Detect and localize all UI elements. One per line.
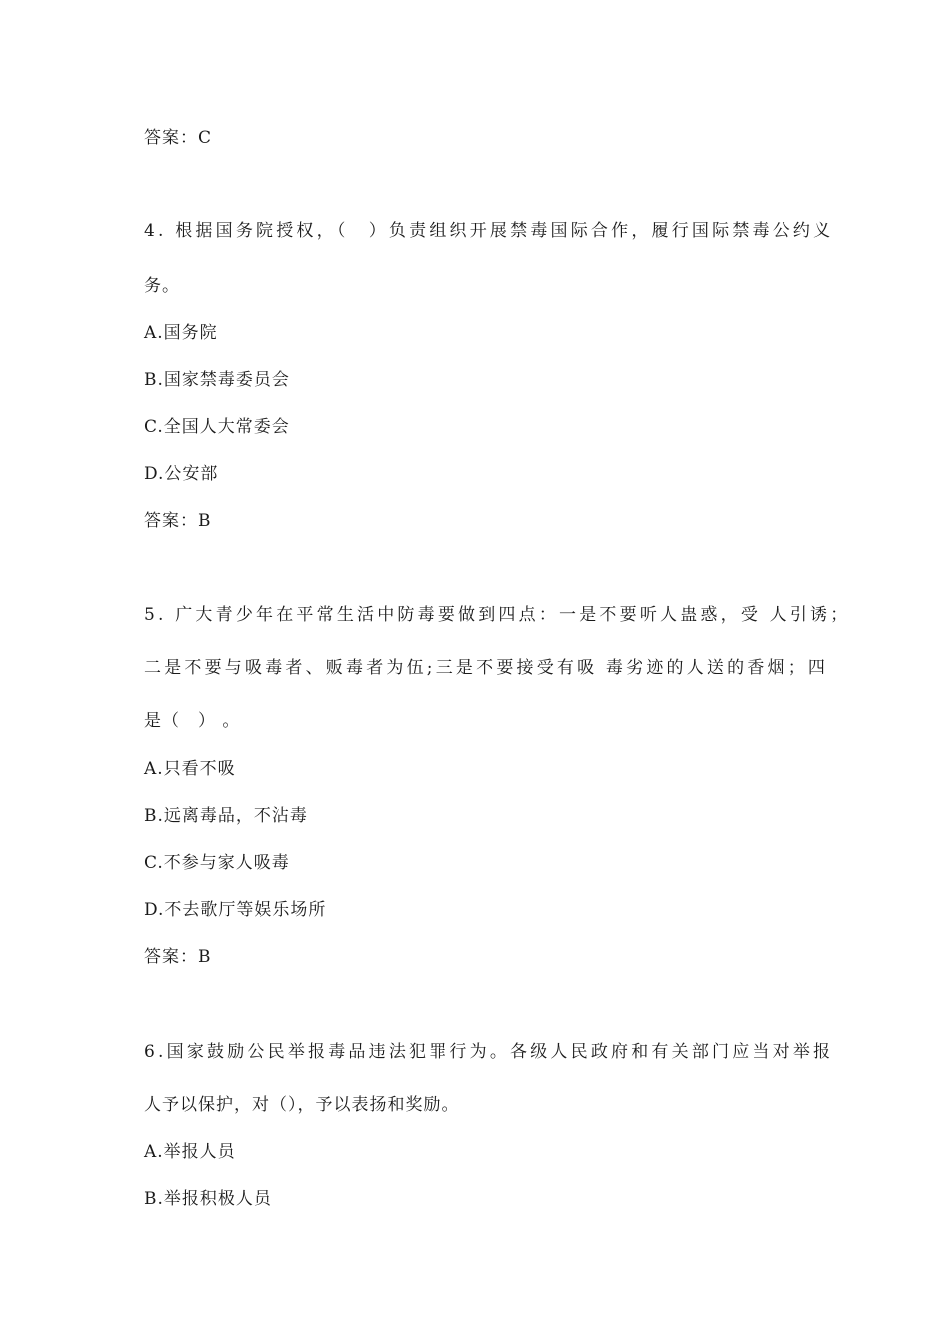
- question-5-line-1: 5. 广大青少年在平常生活中防毒要做到四点：一是不要听人蛊惑，受 人引诱；: [144, 605, 851, 625]
- question-6-line-1: 6.国家鼓励公民举报毒品违法犯罪行为。各级人民政府和有关部门应当对举报: [144, 1042, 834, 1062]
- question-4-line-2: 务。: [144, 276, 180, 296]
- question-5-line-2: 二是不要与吸毒者、贩毒者为伍;三是不要接受有吸 毒劣迹的人送的香烟；四: [144, 658, 829, 678]
- question-4-option-a: A.国务院: [144, 323, 218, 343]
- question-5-option-a: A.只看不吸: [144, 759, 236, 779]
- question-5-option-d: D.不去歌厅等娱乐场所: [144, 900, 327, 920]
- question-6-line-2: 人予以保护，对（），予以表扬和奖励。: [144, 1095, 460, 1115]
- answer-q5: 答案：B: [144, 947, 212, 967]
- answer-q3: 答案：C: [144, 128, 213, 148]
- question-5-option-c: C.不参与家人吸毒: [144, 853, 290, 873]
- question-4-option-d: D.公安部: [144, 464, 219, 484]
- question-6-option-a: A.举报人员: [144, 1142, 236, 1162]
- question-5-option-b: B.远离毒品，不沾毒: [144, 806, 308, 826]
- question-4-option-b: B.国家禁毒委员会: [144, 370, 290, 390]
- question-4-line-1: 4. 根据国务院授权，（ ）负责组织开展禁毒国际合作，履行国际禁毒公约义: [144, 221, 834, 241]
- question-6-option-b: B.举报积极人员: [144, 1189, 272, 1209]
- answer-q4: 答案：B: [144, 511, 212, 531]
- question-4-option-c: C.全国人大常委会: [144, 417, 290, 437]
- question-5-line-3: 是（ ） 。: [144, 711, 241, 731]
